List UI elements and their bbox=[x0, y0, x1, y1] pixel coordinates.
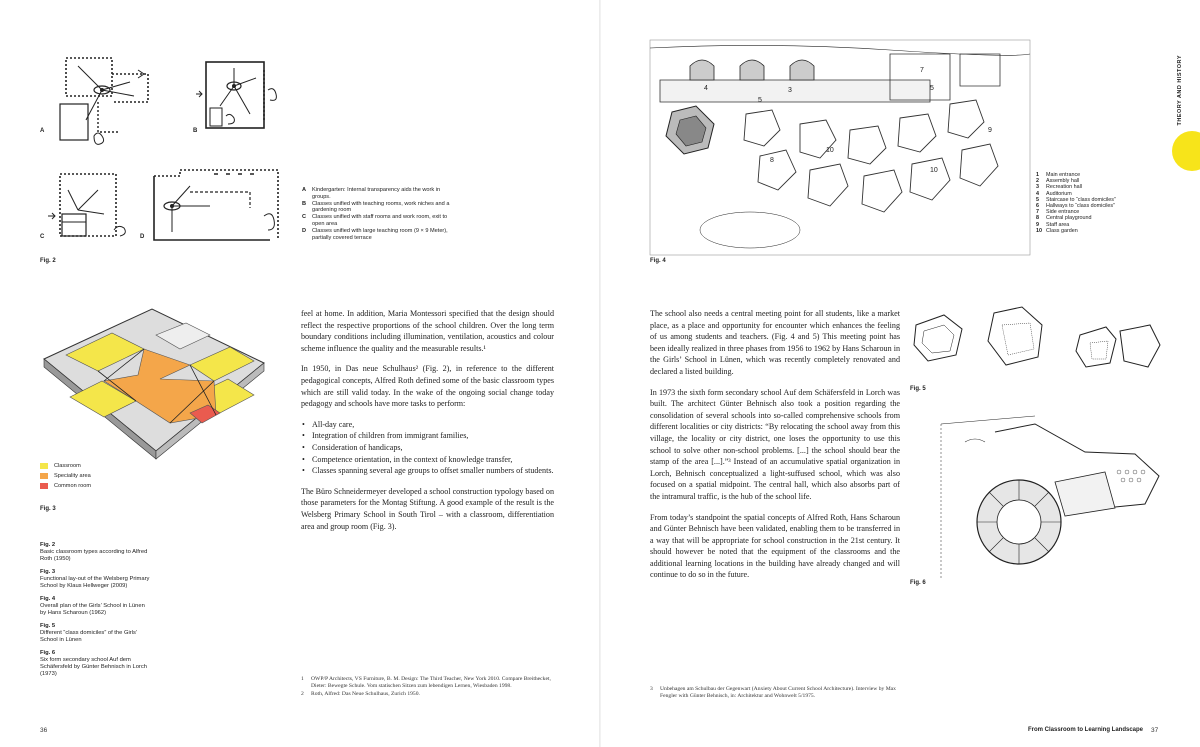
list-item: • All-day care, bbox=[312, 419, 554, 431]
footnote: 3 Unbehagen am Schulbau der Gegenwart (Anxiety About Current School Architecture). Interview by Max Fengler with Günter Behnisch, in: Architektur and Wohnwelt 5/1975. bbox=[650, 686, 896, 699]
footnote: 1 OWP/P Architects, VS Furniture, B. M. Design: The Third Teacher, New York 2010. Compare Breithecket, Dieter: Bewegte Schule. Vom statischen Sitzen zum lebendigen Lernen, Wiesbaden 1998. bbox=[301, 676, 551, 689]
fig2-sublabel-a: A bbox=[40, 128, 45, 134]
fig3-isometric-plan bbox=[40, 305, 268, 455]
plan-number: 10 bbox=[930, 167, 938, 174]
page-number-right: 37 bbox=[1151, 727, 1159, 734]
plan-number: 10 bbox=[826, 147, 834, 154]
right-body-text bbox=[650, 308, 900, 590]
fig3-legend bbox=[40, 463, 160, 489]
left-body-text bbox=[301, 308, 554, 541]
fig5-label: Fig. 5 bbox=[910, 386, 926, 392]
fig4-legend-item: 4 Auditorium bbox=[1036, 190, 1072, 197]
running-head: From Classroom to Learning Landscape bbox=[1028, 727, 1144, 733]
body-paragraph: In 1950, in Das neue Schulhaus² (Fig. 2), in reference to the different pedagogical concepts, Alfred Roth defined some of the basic classroom types which are still valid today. In the wake of the ongoing social change today pedagogy and schools have more tasks to perform: bbox=[301, 364, 554, 409]
page-number-left: 36 bbox=[40, 727, 48, 734]
fig2-label: Fig. 2 bbox=[40, 258, 56, 264]
body-paragraph: In 1973 the sixth form secondary school Auf dem Schäfersfeld in Lorch was built. The architect Günter Behnisch also took a position regarding the consolidation of several schools into so-called comprehensive schools from different localities or city districts: “By relocating the school away from this village, the locality or city district, one loses the opportunity to use this school to solve other non-school problems. [...] the school should bear the stamp of the area [...].”³ Instead of an accumulative spatial organization in Lorch, Behnisch conceptualized a light-suffused school, which was also focused on a spatial midpoint. The central hall, which also absorbs part of the intramural traffic, is the hub of the school life. bbox=[650, 387, 900, 501]
caption-fig2: Fig. 2 Basic classroom types according to Alfred Roth (1950) bbox=[40, 542, 148, 562]
body-paragraph: The Büro Schneidermeyer developed a school construction typology based on those parameters for the Montag Stiftung. A good example of the result is the Welsberg Primary School in South Tirol – with a classroom, differentiation area and group room (Fig. 3). bbox=[301, 486, 554, 531]
fig2-sublabel-d: D bbox=[140, 234, 145, 240]
caption-fig3: Fig. 3 Functional lay-out of the Welsberg Primary School by Klaus Hellweger (2009) bbox=[40, 569, 150, 589]
plan-number: 5 bbox=[758, 97, 762, 104]
body-paragraph: From today’s standpoint the spatial concepts of Alfred Roth, Hans Scharoun and Günter Behnisch have been validated, enabling them to be transferred in a way that will be appropriate for school construction in the 21st century. It should however be noted that the equipment of the classrooms and the additional learning locations in the building have already changed and will continue to do so in the future. bbox=[650, 512, 900, 580]
fig3-legend-item: Classroom bbox=[40, 463, 160, 470]
list-item: • Consideration of handicaps, bbox=[312, 442, 554, 454]
fig4-legend-item: 10 Class garden bbox=[1036, 227, 1078, 234]
fig6-secondary-school-plan bbox=[935, 412, 1167, 582]
fig2-diagram-b bbox=[196, 60, 286, 140]
fig3-label: Fig. 3 bbox=[40, 506, 56, 512]
body-paragraph: The school also needs a central meeting point for all students, like a market place, as a place and opportunity for encounter which enhances the feeling of us among students and teachers. (Fig. 4 and 5) This meeting point has been ideally realized in three phases from 1956 to 1962 by Hans Scharoun in the Girls’ School in Lünen, which was recently completely renovated and declared a listed building. bbox=[650, 309, 900, 376]
fig2-legend-item: C Classes unified with staff rooms and work room, exit to open area bbox=[302, 214, 448, 227]
plan-number: 4 bbox=[704, 85, 708, 92]
fig2-sublabel-c: C bbox=[40, 234, 45, 240]
fig4-legend-item: 8 Central playground bbox=[1036, 215, 1092, 222]
footnote: 2 Roth, Alfred: Das Neue Schulhaus, Zurich 1950. bbox=[301, 691, 420, 697]
left-footnotes bbox=[301, 676, 554, 699]
common-room-swatch bbox=[40, 483, 48, 489]
fig4-legend-item: 1 Main entrance bbox=[1036, 172, 1081, 178]
classroom-swatch bbox=[40, 463, 48, 469]
caption-fig4: Fig. 4 Overall plan of the Girls’ School in Lünen by Hans Scharoun (1962) bbox=[40, 596, 145, 616]
fig4-legend-item: 7 Side entrance bbox=[1036, 209, 1080, 216]
list-item: • Classes spanning several age groups to offset smaller numbers of students. bbox=[312, 465, 554, 477]
fig2-legend-item: A Kindergarten: Internal transparency aids the work in groups. bbox=[302, 187, 441, 200]
plan-number: 7 bbox=[920, 67, 924, 74]
fig4-legend-item: 6 Hallways to “class domiciles” bbox=[1036, 203, 1115, 210]
caption-fig6: Fig. 6 Six form secondary school Auf dem Schäfersfeld by Günter Behnisch in Lorch (1973) bbox=[40, 650, 147, 677]
plan-number: 8 bbox=[770, 157, 774, 164]
list-item: • Integration of children from immigrant families, bbox=[312, 430, 554, 442]
speciality-area-swatch bbox=[40, 473, 48, 479]
section-side-tab: THEORY AND HISTORY bbox=[1177, 55, 1183, 126]
plan-number: 5 bbox=[930, 85, 934, 92]
task-list bbox=[301, 419, 554, 477]
plan-number: 3 bbox=[788, 87, 792, 94]
right-page bbox=[600, 0, 1200, 747]
fig4-label: Fig. 4 bbox=[650, 258, 666, 264]
fig2-legend bbox=[302, 187, 452, 241]
fig4-legend-item: 3 Recreation hall bbox=[1036, 184, 1082, 191]
body-paragraph: feel at home. In addition, Maria Montessori specified that the design should reflect the respective proportions of the school children. Over the long term boundary conditions including illumination, ventilation, acoustics and colour scheme influence the quality and the measurable results.¹ bbox=[301, 309, 554, 353]
fig4-legend-item: 2 Assembly hall bbox=[1036, 178, 1080, 185]
fig2-diagram-d bbox=[150, 168, 290, 252]
fig3-legend-item: Common room bbox=[40, 483, 160, 490]
figure-captions bbox=[40, 542, 150, 684]
fig2-diagram-a bbox=[58, 52, 158, 152]
fig4-legend-item: 5 Staircase to “class domiciles” bbox=[1036, 196, 1116, 203]
right-footnotes bbox=[650, 686, 900, 701]
fig4-site-plan bbox=[650, 40, 1030, 255]
list-item: • Competence orientation, in the context of knowledge transfer, bbox=[312, 454, 554, 466]
plan-number: 9 bbox=[988, 127, 992, 134]
fig2-legend-item: D Classes unified with large teaching room (9 × 9 Meter), partially covered terrace bbox=[302, 227, 448, 241]
fig4-legend bbox=[1036, 172, 1146, 234]
fig4-legend-item: 9 Staff area bbox=[1036, 221, 1070, 228]
fig3-legend-item: Speciality area bbox=[40, 473, 160, 480]
fig2-sublabel-b: B bbox=[193, 128, 198, 134]
fig5-class-domiciles bbox=[910, 305, 1166, 377]
fig6-label: Fig. 6 bbox=[910, 580, 926, 586]
caption-fig5: Fig. 5 Different “class domiciles” of the Girls’ School in Lünen bbox=[40, 623, 137, 643]
fig2-legend-item: B Classes unified with teaching rooms, work niches and a gardening room bbox=[302, 200, 450, 214]
fig2-diagram-c bbox=[48, 170, 138, 250]
